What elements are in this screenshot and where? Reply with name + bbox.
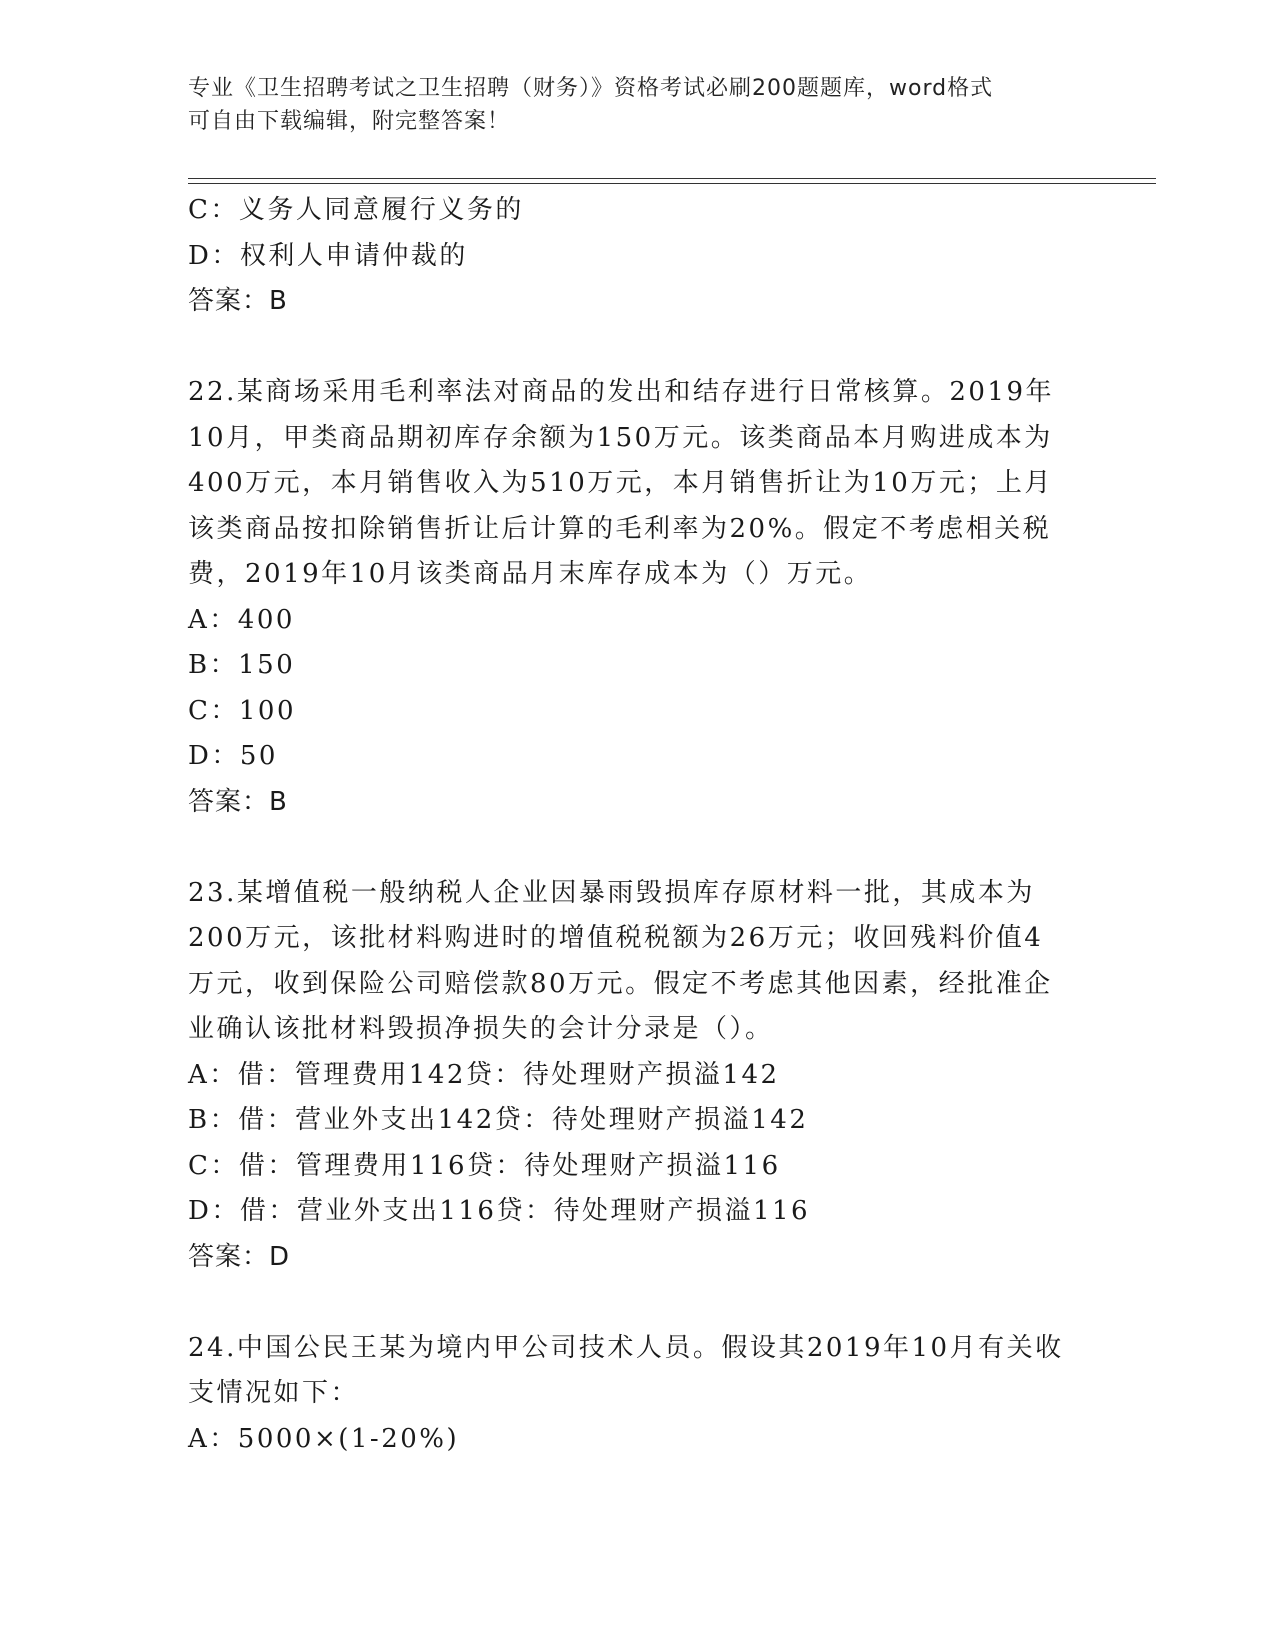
question-text-line: 该类商品按扣除销售折让后计算的毛利率为20%。假定不考虑相关税 <box>188 513 1052 544</box>
option-b: B：借：营业外支出142贷：待处理财产损溢142 <box>188 1105 809 1135</box>
document-header <box>188 72 1068 138</box>
question-text-line: 10月，甲类商品期初库存余额为150万元。该类商品本月购进成本为 <box>188 422 1053 453</box>
question-22 <box>188 370 1088 825</box>
spacer <box>188 1280 1088 1326</box>
option-c: C：借：管理费用116贷：待处理财产损溢116 <box>188 1150 781 1181</box>
question-text-line: 23.某增值税一般纳税人企业因暴雨毁损库存原材料一批，其成本为 <box>188 877 1035 908</box>
question-text-line: 费，2019年10月该类商品月末库存成本为（）万元。 <box>188 559 873 589</box>
question-text-line: 支情况如下： <box>188 1378 360 1408</box>
question-text-line: 400万元，本月销售收入为510万元，本月销售折让为10万元；上月 <box>188 468 1053 498</box>
question-text-line: 万元，收到保险公司赔偿款80万元。假定不考虑其他因素，经批准企 <box>188 968 1053 999</box>
question-23 <box>188 871 1088 1281</box>
spacer <box>188 825 1088 871</box>
question-24 <box>188 1326 1088 1463</box>
option-b: B：150 <box>188 650 296 680</box>
option-d: D：借：营业外支出116贷：待处理财产损溢116 <box>188 1196 811 1226</box>
answer-line: 答案：B <box>188 786 288 817</box>
question-fragment <box>188 188 1088 325</box>
option-a: A：5000×(1-20%) <box>188 1423 460 1454</box>
header-divider-bottom <box>188 183 1156 184</box>
question-text-line: 24.中国公民王某为境内甲公司技术人员。假设其2019年10月有关收 <box>188 1332 1064 1363</box>
spacer <box>188 325 1088 371</box>
header-divider-top <box>188 178 1156 179</box>
question-text-line: 22.某商场采用毛利率法对商品的发出和结存进行日常核算。2019年 <box>188 377 1055 407</box>
option-d: D：50 <box>188 741 278 771</box>
option-c: C：100 <box>188 695 297 726</box>
answer-line: 答案：D <box>188 1241 291 1272</box>
answer-line: 答案：B <box>188 286 288 316</box>
document-body <box>188 188 1088 1462</box>
header-line-2: 可自由下载编辑，附完整答案！ <box>188 109 511 134</box>
question-text-line: 业确认该批材料毁损净损失的会计分录是（）。 <box>188 1014 774 1044</box>
option-a: A：借：管理费用142贷：待处理财产损溢142 <box>188 1059 780 1090</box>
option-a: A：400 <box>188 604 295 635</box>
option-d: D：权利人申请仲裁的 <box>188 240 468 271</box>
question-text-line: 200万元，该批材料购进时的增值税税额为26万元；收回残料价值4 <box>188 923 1044 953</box>
header-line-1: 专业《卫生招聘考试之卫生招聘（财务）》资格考试必刷200题题库，word格式 <box>188 76 994 101</box>
option-c: C：义务人同意履行义务的 <box>188 195 524 225</box>
